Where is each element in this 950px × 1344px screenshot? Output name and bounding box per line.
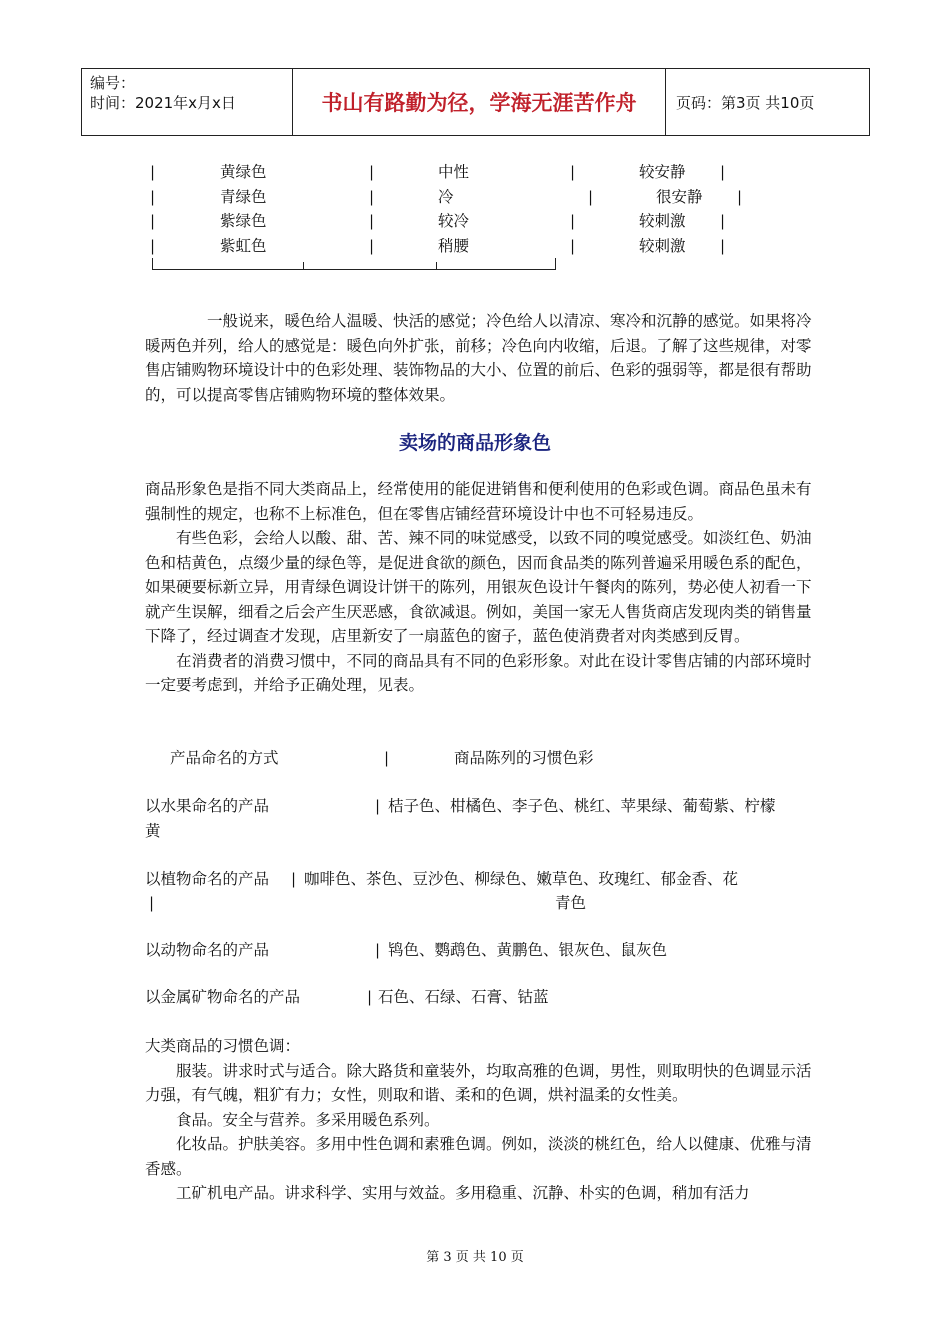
header-slogan: 书山有路勤为径，学海无涯苦作舟	[293, 69, 666, 135]
section-body	[145, 477, 815, 698]
intro-section	[145, 309, 815, 407]
header-page-number: 页码：第3页 共10页	[676, 93, 815, 112]
paragraph: 化妆品。护肤美容。多用中性色调和素雅色调。例如，淡淡的桃红色，给人以健康、优雅与清香感。	[145, 1135, 812, 1178]
row-naming: 以水果命名的产品	[145, 797, 270, 815]
paragraph: 食品。安全与营养。多采用暖色系列。	[176, 1110, 440, 1129]
col-header-colors: 商品陈列的习惯色彩	[454, 749, 594, 767]
paragraph: 服装。讲求时式与适合。除大路货和童装外，均取高雅的色调，男性，则取明快的色调显示活力强，有气魄，粗犷有力；女性，则取和谐、柔和的色调，烘衬温柔的女性美。	[145, 1061, 812, 1104]
row-color: 黄绿色	[220, 163, 267, 181]
col-header-naming: 产品命名的方式	[170, 749, 279, 767]
paragraph: 在消费者的消费习惯中，不同的商品具有不同的色彩形象。对此在设计零售店铺的内部环境时一定要考虑到，并给予正确处理，见表。	[145, 651, 812, 694]
category-section	[145, 1034, 815, 1206]
table-border	[436, 262, 437, 270]
header-time: 时间：2021年x月x日	[90, 94, 236, 112]
row-colors: 鸨色、鹦鹉色、黄鹏色、银灰色、鼠灰色	[388, 941, 668, 959]
section-title: 卖场的商品形象色	[398, 432, 551, 454]
table-border	[555, 258, 556, 270]
table-border	[152, 269, 555, 270]
row-colors-cont: 黄	[145, 822, 161, 840]
paragraph: 商品形象色是指不同大类商品上，经常使用的能促进销售和便利使用的色彩或色调。商品色虽未有强制性的规定，也称不上标准色，但在零售店铺经营环境设计中也不可轻易违反。	[145, 480, 812, 523]
row-color: 紫虹色	[220, 237, 267, 255]
row-feel: 较刺激	[639, 237, 686, 255]
row-colors: 桔子色、柑橘色、李子色、桃红、苹果绿、葡萄紫、柠檬	[388, 797, 776, 815]
row-temp: 中性	[438, 163, 470, 181]
page-footer: 第 3 页 共 10 页	[426, 1250, 524, 1265]
row-feel: 较安静	[639, 163, 686, 181]
intro-paragraph: 一般说来，暖色给人温暖、快活的感觉；冷色给人以清凉、寒冷和沉静的感觉。如果将冷暖两色并列，给人的感觉是：暖色向外扩张，前移；冷色向内收缩，后退。了解了这些规律，对零售店铺购物环境设计中的色彩处理、装饰物品的大小、位置的前后、色彩的强弱等，都是很有帮助的，可以提高零售店铺购物环境的整体效果。	[145, 312, 812, 404]
header-meta	[82, 69, 293, 135]
row-colors: 咖啡色、茶色、豆沙色、柳绿色、嫩草色、玫瑰红、郁金香、花	[304, 870, 739, 888]
row-naming: 以金属矿物命名的产品	[145, 988, 301, 1006]
category-intro: 大类商品的习惯色调：	[145, 1037, 301, 1055]
table-border	[303, 262, 304, 270]
row-feel: 很安静	[656, 188, 703, 206]
page-header	[81, 68, 870, 136]
paragraph: 有些色彩，会给人以酸、甜、苦、辣不同的味觉感受，以致不同的嗅觉感受。如淡红色、奶油色和桔黄色，点缀少量的绿色等，是促进食欲的颜色，因而食品类的陈列普遍采用暖色系的配色，如果硬要标新立异，用青绿色调设计饼干的陈列，用银灰色设计午餐肉的陈列，势必使人初看一下就产生误解，细看之后会产生厌恶感，食欲减退。例如，美国一家无人售货商店发现肉类的销售量下降了，经过调查才发现，店里新安了一扇蓝色的窗子，蓝色使消费者对肉类感到反胃。	[145, 529, 812, 645]
paragraph: 工矿机电产品。讲求科学、实用与效益。多用稳重、沉静、朴实的色调，稍加有活力	[176, 1184, 750, 1202]
row-temp: 较冷	[438, 212, 470, 230]
row-color: 青绿色	[220, 188, 267, 206]
row-temp: 稍腰	[438, 237, 470, 255]
row-temp: 冷	[438, 188, 454, 206]
row-colors-cont: 青色	[555, 894, 587, 912]
header-number: 编号：	[90, 74, 136, 92]
row-colors: 石色、石绿、石膏、钴蓝	[378, 988, 549, 1006]
row-color: 紫绿色	[220, 212, 267, 230]
row-naming: 以植物命名的产品	[145, 870, 270, 888]
row-naming: 以动物命名的产品	[145, 941, 270, 959]
row-feel: 较刺激	[639, 212, 686, 230]
